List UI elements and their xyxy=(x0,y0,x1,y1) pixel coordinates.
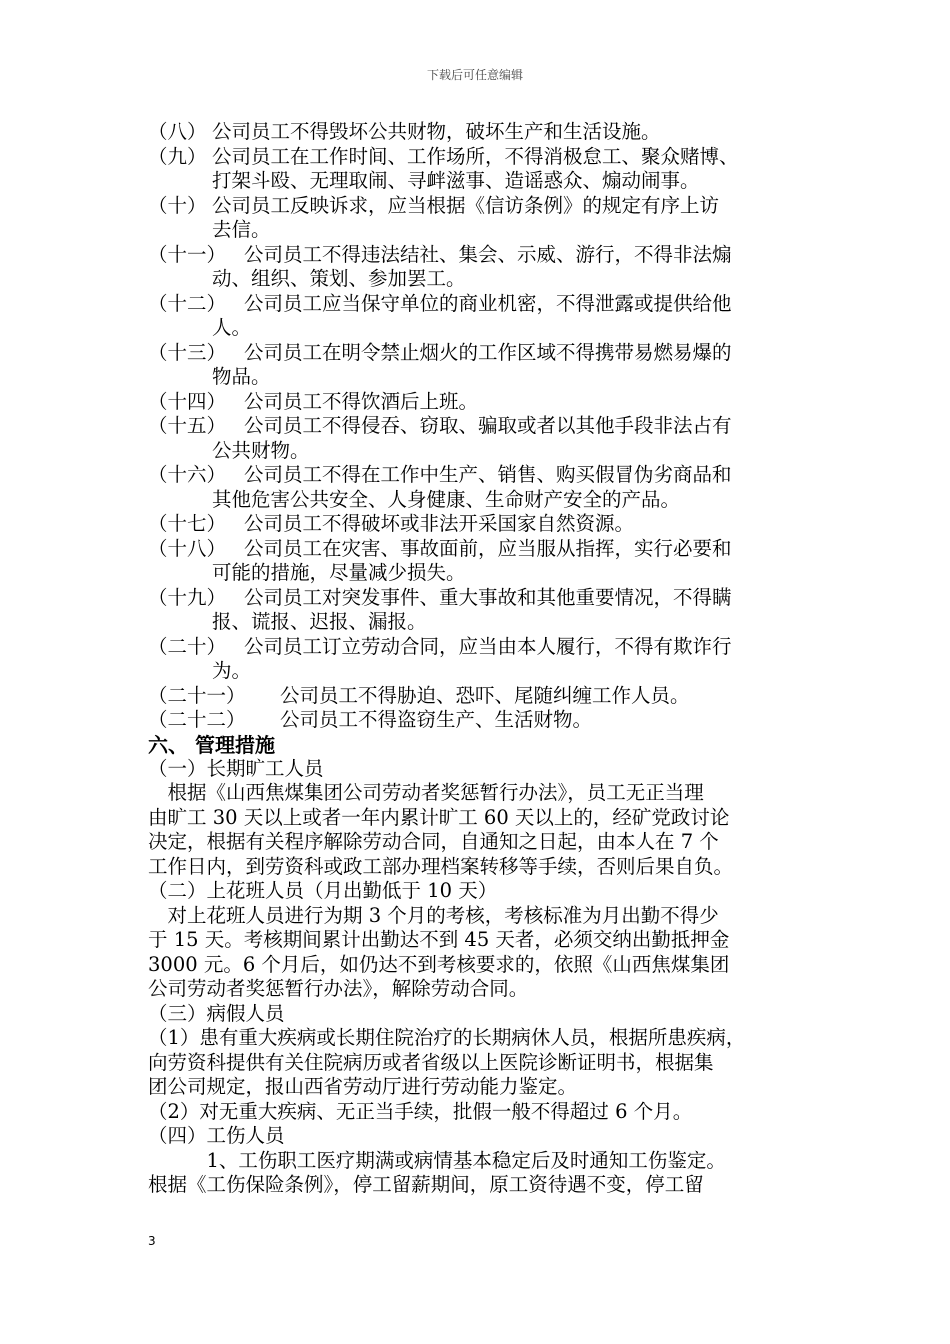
rule-text-continued: 为。 xyxy=(212,659,252,682)
rules-list xyxy=(148,120,828,733)
rule-text: 公司员工应当保守单位的商业机密，不得泄露或提供给他 xyxy=(244,291,732,315)
rule-number: （十八） xyxy=(148,536,227,560)
rule-text-continued: 公共财物。 xyxy=(212,438,310,462)
rule-number: （十二） xyxy=(148,291,227,315)
rule-item xyxy=(148,194,828,243)
rule-text-continued: 打架斗殴、无理取闹、寻衅滋事、造谣惑众、煽动闹事。 xyxy=(212,169,700,192)
rule-number: （十三） xyxy=(148,340,227,364)
paragraph-line: （2）对无重大疾病、无正当手续，批假一般不得超过 6 个月。 xyxy=(148,1099,693,1123)
rule-number: （十四） xyxy=(148,389,227,413)
subsection-heading: （二）上花班人员（月出勤低于 10 天） xyxy=(148,879,498,902)
paragraph-line: 1、工伤职工医疗期满或病情基本稳定后及时通知工伤鉴定。 xyxy=(148,1148,726,1172)
rule-text: 公司员工不得胁迫、恐吓、尾随纠缠工作人员。 xyxy=(280,683,690,707)
section-title: 六、 管理措施 xyxy=(148,732,275,757)
paragraph-line: 决定，根据有关程序解除劳动合同，自通知之日起，由本人在 7 个 xyxy=(148,830,719,853)
rule-text: 公司员工反映诉求，应当根据《信访条例》的规定有序上访 xyxy=(212,193,720,217)
rule-text: 公司员工不得毁坏公共财物，破坏生产和生活设施。 xyxy=(212,120,661,143)
rule-item xyxy=(148,292,828,341)
rule-number: （十九） xyxy=(148,585,227,609)
paragraph-line: 向劳资科提供有关住院病历或者省级以上医院诊断证明书，根据集 xyxy=(148,1050,714,1074)
rule-item xyxy=(148,586,828,635)
paragraph-line: 团公司规定，报山西省劳动厅进行劳动能力鉴定。 xyxy=(148,1075,578,1098)
rule-item xyxy=(148,341,828,390)
page-header: 下载后可任意编辑 xyxy=(426,68,523,82)
subsection-body xyxy=(148,781,828,879)
paragraph-line: 根据《山西焦煤集团公司劳动者奖惩暂行办法》，员工无正当理 xyxy=(148,781,704,804)
document-body xyxy=(148,120,828,1198)
rule-number: （十五） xyxy=(148,414,227,437)
paragraph-line: 对上花班人员进行为期 3 个月的考核，考核标准为月出勤不得少 xyxy=(148,903,719,927)
paragraph-line: 工作日内，到劳资科或政工部办理档案转移等手续，否则后果自负。 xyxy=(148,854,734,878)
rule-text: 公司员工在明令禁止烟火的工作区域不得携带易燃易爆的 xyxy=(244,340,732,364)
paragraph-line: 于 15 天。考核期间累计出勤达不到 45 天者，必须交纳出勤抵押金 xyxy=(148,928,730,951)
rule-number: （十一） xyxy=(148,242,227,266)
paragraph-line: 3000 元。6 个月后，如仍达不到考核要求的，依照《山西焦煤集团 xyxy=(148,952,730,976)
rule-text-continued: 动、组织、策划、参加罢工。 xyxy=(212,267,466,290)
rule-text: 公司员工在灾害、事故面前，应当服从指挥，实行必要和 xyxy=(244,536,732,560)
rule-number: （九） xyxy=(148,144,207,168)
rule-text-continued: 可能的措施，尽量减少损失。 xyxy=(212,561,466,584)
rule-item xyxy=(148,414,828,463)
rule-text: 公司员工不得饮酒后上班。 xyxy=(244,389,479,413)
rule-number: （二十二） xyxy=(148,708,246,731)
rule-number: （二十一） xyxy=(148,683,246,707)
rule-item xyxy=(148,463,828,512)
rule-text-continued: 人。 xyxy=(212,316,252,339)
paragraph-line: 根据《工伤保险条例》，停工留薪期间，原工资待遇不变，停工留 xyxy=(148,1173,704,1196)
rule-item xyxy=(148,120,828,145)
rule-item xyxy=(148,243,828,292)
rule-text: 公司员工订立劳动合同，应当由本人履行，不得有欺诈行 xyxy=(244,634,732,658)
rule-text: 公司员工不得在工作中生产、销售、购买假冒伪劣商品和 xyxy=(244,463,732,486)
rule-text-continued: 报、谎报、迟报、漏报。 xyxy=(212,610,427,633)
rule-text: 公司员工在工作时间、工作场所，不得消极怠工、聚众赌博、 xyxy=(212,144,739,168)
rule-item xyxy=(148,635,828,684)
subsection-body xyxy=(148,904,828,1002)
rule-item xyxy=(148,708,828,733)
subsection-heading: （一）长期旷工人员 xyxy=(148,756,324,780)
rule-text: 公司员工对突发事件、重大事故和其他重要情况，不得瞒 xyxy=(244,585,732,609)
page-number: 3 xyxy=(148,1234,156,1248)
rule-text: 公司员工不得侵吞、窃取、骗取或者以其他手段非法占有 xyxy=(244,414,732,437)
rule-text-continued: 物品。 xyxy=(212,365,271,388)
rule-item xyxy=(148,390,828,415)
rule-number: （二十） xyxy=(148,634,227,658)
rule-number: （十六） xyxy=(148,463,227,486)
rule-text-continued: 其他危害公共安全、人身健康、生命财产安全的产品。 xyxy=(212,487,681,511)
subsection-body xyxy=(148,1026,828,1124)
paragraph-line: （1）患有重大疾病或长期住院治疗的长期病休人员，根据所患疾病， xyxy=(148,1026,746,1049)
subsection-heading: （三）病假人员 xyxy=(148,1001,285,1025)
paragraph-line: 由旷工 30 天以上或者一年内累计旷工 60 天以上的，经矿党政讨论 xyxy=(148,805,730,829)
rule-item xyxy=(148,145,828,194)
rule-item xyxy=(148,512,828,537)
rule-number: （八） xyxy=(148,120,207,143)
rule-text: 公司员工不得违法结社、集会、示威、游行，不得非法煽 xyxy=(244,242,732,266)
rule-item xyxy=(148,537,828,586)
rule-text-continued: 去信。 xyxy=(212,218,271,241)
subsection-body xyxy=(148,1149,828,1198)
rule-item xyxy=(148,684,828,709)
subsection-heading: （四）工伤人员 xyxy=(148,1124,285,1147)
rule-text: 公司员工不得盗窃生产、生活财物。 xyxy=(280,708,593,731)
rule-number: （十） xyxy=(148,193,207,217)
rule-text: 公司员工不得破坏或非法开采国家自然资源。 xyxy=(244,512,635,535)
rule-number: （十七） xyxy=(148,512,227,535)
paragraph-line: 公司劳动者奖惩暂行办法》，解除劳动合同。 xyxy=(148,977,529,1000)
